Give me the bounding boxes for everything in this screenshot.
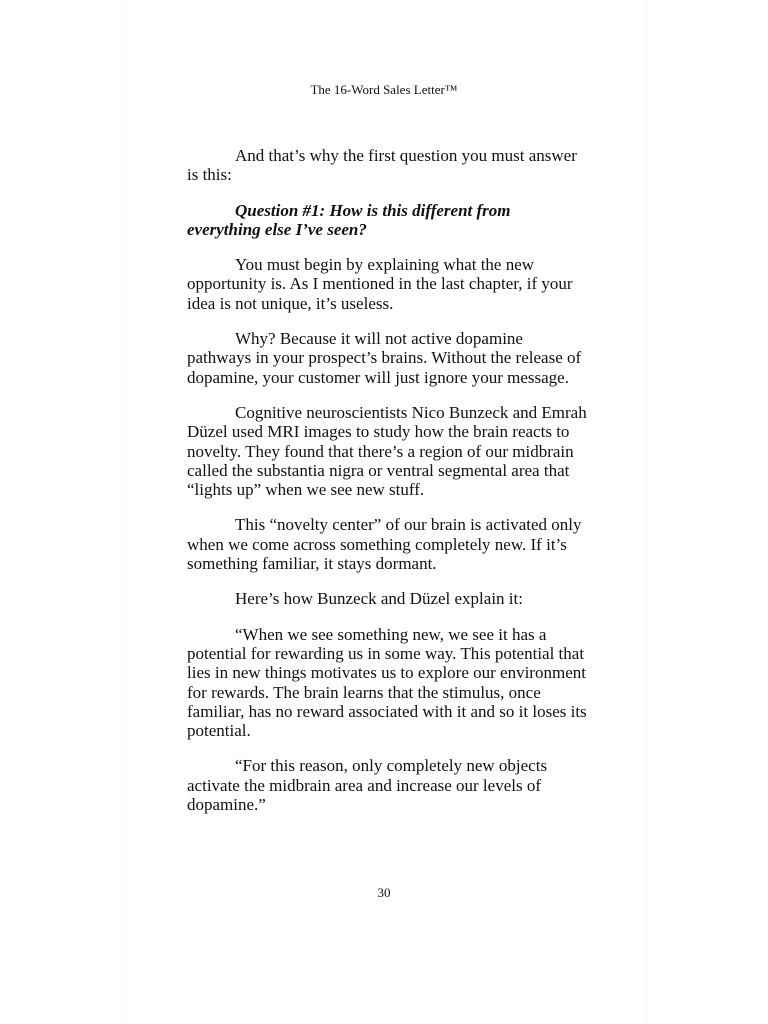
page-number: 30 [377, 885, 391, 900]
paragraph-1: And that’s why the first question you must answer is this: [187, 146, 577, 185]
paragraph-6: Here’s how Bunzeck and Düzel explain it: [235, 589, 523, 609]
paragraph-7-quote: “When we see something new, we see it has a potential for rewarding us in some way. This potential that lies in new things motivates us to explore our environment for rewards. The brain learns that the stimulus, once familiar, has no reward associated with it and so it loses its potential. [187, 624, 587, 741]
paragraph-5: This “novelty center” of our brain is activated only when we come across something completely new. If it’s something familiar, it stays dormant. [187, 515, 582, 574]
page-edge-right [646, 0, 647, 1024]
page-edge-left [122, 0, 123, 1024]
paragraph-4: Cognitive neuroscientists Nico Bunzeck and Emrah Düzel used MRI images to study how the brain reacts to novelty. They found that there’s a region of our midbrain called the substantia nigra or ventral segmental area that “lights up” when we see new stuff. [187, 402, 587, 500]
paragraph-8-quote: “For this reason, only completely new objects activate the midbrain area and increase our levels of dopamine.” [187, 756, 548, 815]
running-header: The 16-Word Sales Letter™ [310, 82, 458, 97]
question-heading: Question #1: How is this different from everything else I’ve seen? [187, 200, 511, 239]
paragraph-3: Why? Because it will not active dopamine pathways in your prospect’s brains. Without the release of dopamine, your customer will just ignore your message. [187, 329, 582, 387]
paragraph-2: You must begin by explaining what the new opportunity is. As I mentioned in the last chapter, if your idea is not unique, it’s useless. [187, 255, 573, 313]
page-body [187, 146, 587, 830]
